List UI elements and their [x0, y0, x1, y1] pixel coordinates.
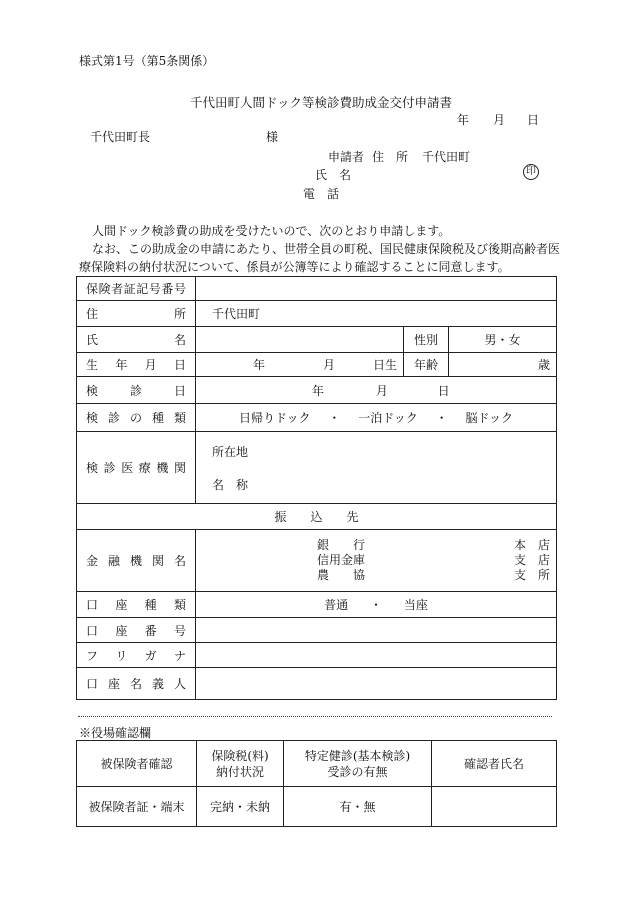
- table-row: [77, 327, 557, 353]
- applicant-address-value: 千代田町: [422, 150, 471, 164]
- bank-type-nokyo: 農 協: [317, 568, 366, 582]
- office-header-confirmer: 確認者氏名: [432, 741, 557, 787]
- addressee-sama: 様: [266, 130, 279, 144]
- birth-day-unit: 日生: [372, 358, 397, 372]
- bank-type-list: [317, 538, 365, 583]
- birth-year-unit: 年: [252, 358, 265, 372]
- account-no-field[interactable]: [196, 618, 557, 643]
- seal-icon: 印: [523, 164, 539, 180]
- insured-no-field[interactable]: [196, 277, 557, 301]
- birth-field[interactable]: [196, 353, 404, 377]
- account-holder-field[interactable]: [196, 668, 557, 700]
- sex-label: 性別: [404, 327, 449, 353]
- institution-name-label: 名 称: [212, 477, 249, 492]
- insured-no-label: 保 険 者 証 記 号 番 号: [86, 282, 186, 296]
- bank-name-label: 金 融 機 関 名: [86, 554, 186, 568]
- birth-label: 生 年 月 日: [86, 358, 186, 372]
- body-paragraph-1: 人間ドック検診費の助成を受けたいので、次のとおり申請します。: [92, 224, 451, 238]
- divider: [78, 716, 552, 717]
- exam-day-unit: 日: [437, 383, 450, 398]
- office-header-payment-line1: 保険税(料): [211, 748, 269, 763]
- bank-type-bank: 銀 行: [317, 538, 366, 552]
- body-paragraph-2a: なお、この助成金の申請にあたり、世帯全員の町税、国民健康保険税及び後期高齢者医: [92, 242, 561, 256]
- branch-type-sub: 支 所: [514, 568, 551, 582]
- account-normal[interactable]: 普通: [324, 598, 349, 612]
- table-row: [77, 277, 557, 301]
- body-paragraph-2b: 療保険料の納付状況について、係員が公簿等により確認することに同意します。: [79, 260, 510, 274]
- office-header-insured: 被保険者確認: [77, 741, 197, 787]
- sex-options[interactable]: 男・女: [449, 327, 557, 353]
- applicant-phone-label: 電 話: [303, 187, 340, 201]
- date-month: 月: [493, 113, 506, 127]
- addressee-name: 千代田町長: [90, 130, 151, 144]
- account-no-label: 口 座 番 号: [86, 623, 186, 638]
- separator: ・: [370, 598, 383, 612]
- date-year: 年: [457, 113, 470, 127]
- birth-month-unit: 月: [322, 358, 335, 372]
- table-row: [77, 530, 557, 592]
- table-row: [77, 377, 557, 404]
- table-row: [77, 643, 557, 668]
- account-type-field[interactable]: [196, 592, 557, 618]
- institution-location-label: 所在地: [212, 444, 249, 459]
- table-row: [77, 504, 557, 530]
- table-row: [77, 301, 557, 327]
- exam-type-overnight[interactable]: 一泊ドック: [358, 411, 418, 425]
- table-row: [77, 353, 557, 377]
- office-header-payment-line2: 納付状況: [215, 764, 264, 779]
- table-row: [77, 432, 557, 504]
- applicant-name-label: 氏 名: [315, 168, 352, 182]
- table-row: [77, 592, 557, 618]
- date-day: 日: [527, 113, 540, 127]
- office-table: [76, 740, 557, 827]
- office-value-checkup[interactable]: 有・無: [284, 787, 432, 827]
- table-row: [77, 741, 557, 787]
- bank-type-shinkin: 信用金庫: [317, 553, 366, 567]
- application-table: [76, 276, 557, 700]
- exam-type-label: 検 診 の 種 類: [86, 411, 186, 425]
- account-type-label: 口 座 種 類: [86, 598, 186, 612]
- name-label: 氏 名: [86, 333, 186, 347]
- branch-type-list: [514, 538, 550, 583]
- age-label: 年齢: [404, 353, 449, 377]
- table-row: [77, 618, 557, 643]
- name-field[interactable]: [196, 327, 404, 353]
- institution-field[interactable]: [196, 432, 557, 504]
- form-title: 千代田町人間ドック等検診費助成金交付申請書: [190, 95, 453, 110]
- branch-type-head: 本 店: [514, 538, 551, 552]
- exam-type-day[interactable]: 日帰りドック: [239, 411, 311, 425]
- applicant-address-label: 住 所: [372, 150, 409, 164]
- applicant-role: 申請者: [328, 150, 365, 164]
- exam-date-field[interactable]: [196, 377, 557, 404]
- branch-type-branch: 支 店: [514, 553, 551, 567]
- exam-type-field[interactable]: [196, 404, 557, 432]
- furigana-label: フ リ ガ ナ: [86, 648, 186, 663]
- transfer-header: 振 込 先: [77, 504, 557, 530]
- bank-name-field[interactable]: [196, 530, 557, 592]
- exam-date-label: 検 診 日: [86, 383, 186, 398]
- office-value-insured[interactable]: 被保険者証・端末: [77, 787, 197, 827]
- age-field[interactable]: 歳: [449, 353, 557, 377]
- address-label: 住 所: [86, 307, 186, 321]
- exam-month-unit: 月: [375, 383, 388, 398]
- account-current[interactable]: 当座: [403, 598, 428, 612]
- furigana-field[interactable]: [196, 643, 557, 668]
- exam-year-unit: 年: [312, 383, 325, 398]
- office-value-confirmer[interactable]: [432, 787, 557, 827]
- table-row: [77, 787, 557, 827]
- form-number: 様式第1号（第5条関係）: [79, 54, 215, 68]
- office-header-checkup-line2: 受診の有無: [327, 764, 388, 779]
- office-value-payment[interactable]: 完納・未納: [197, 787, 284, 827]
- table-row: [77, 668, 557, 700]
- office-header-checkup: [284, 741, 432, 787]
- office-header-payment: [197, 741, 284, 787]
- institution-label: 検 診 医 療 機 関: [86, 461, 186, 475]
- office-section-title: ※役場確認欄: [79, 726, 152, 740]
- table-row: [77, 404, 557, 432]
- separator: ・: [435, 411, 448, 425]
- office-header-checkup-line1: 特定健診(基本検診): [304, 748, 411, 763]
- exam-type-brain[interactable]: 脳ドック: [465, 411, 513, 425]
- account-holder-label: 口 座 名 義 人: [86, 677, 186, 691]
- address-field[interactable]: 千代田町: [196, 301, 557, 327]
- separator: ・: [328, 411, 341, 425]
